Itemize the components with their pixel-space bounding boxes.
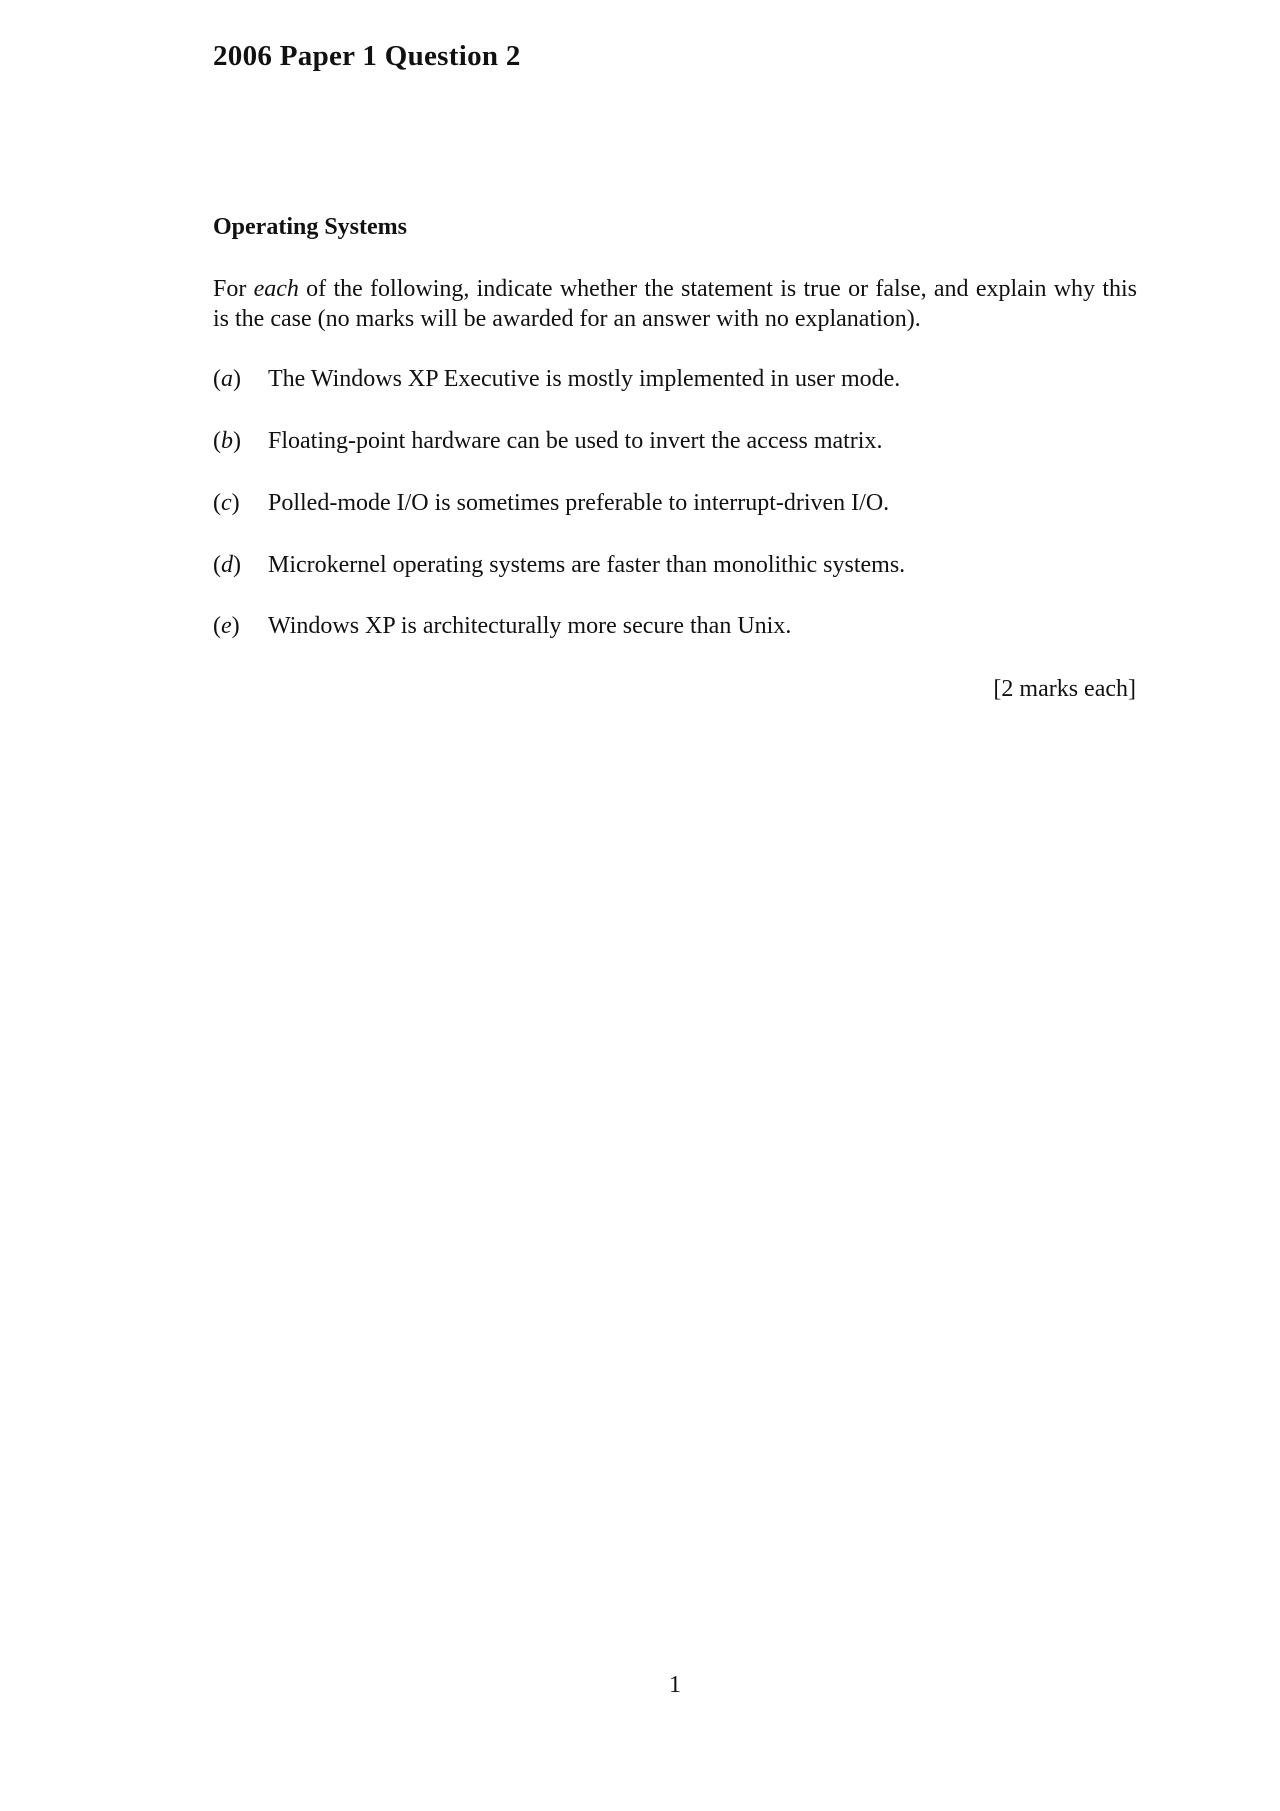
- section-heading: Operating Systems: [213, 214, 407, 240]
- item-label: (e): [213, 613, 240, 639]
- item-text: Microkernel operating systems are faster than monolithic systems.: [268, 552, 906, 578]
- item-label: (c): [213, 490, 240, 516]
- instructions-paragraph: [213, 274, 1137, 334]
- page-number: 1: [669, 1672, 681, 1698]
- item-label: (d): [213, 552, 241, 578]
- item-label: (b): [213, 428, 241, 454]
- item-text: The Windows XP Executive is mostly implemented in user mode.: [268, 366, 901, 392]
- question-item-e: [213, 613, 791, 640]
- intro-before: For: [213, 276, 254, 302]
- item-text: Polled-mode I/O is sometimes preferable to interrupt-driven I/O.: [268, 490, 890, 516]
- item-label: (a): [213, 366, 241, 392]
- item-text: Windows XP is architecturally more secure than Unix.: [268, 613, 792, 639]
- question-item-a: [213, 366, 900, 393]
- question-item-c: [213, 490, 889, 517]
- item-text: Floating-point hardware can be used to invert the access matrix.: [268, 428, 883, 454]
- question-item-d: [213, 552, 905, 579]
- question-item-b: [213, 428, 882, 455]
- marks-note: [2 marks each]: [993, 676, 1136, 702]
- intro-emphasis: each: [253, 276, 299, 302]
- page-title: 2006 Paper 1 Question 2: [213, 40, 521, 72]
- intro-after: of the following, indicate whether the statement is true or false, and explain why this is the case (no marks will be awarded for an answer with no explanation).: [213, 276, 1137, 332]
